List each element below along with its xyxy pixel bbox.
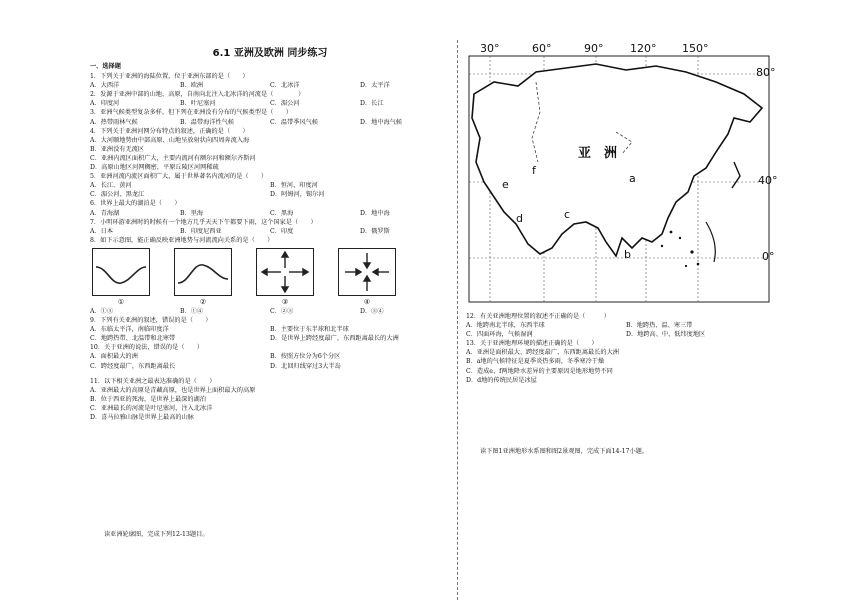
diagram-1: [92, 248, 150, 296]
q6-stem: 6．世界上最大的湖泊是（ ）: [90, 200, 181, 208]
q5-options-row1: [90, 181, 450, 190]
q12-options-row1: [466, 321, 786, 330]
q13-option-d: D．d地的传统民居是冰屋: [466, 376, 537, 384]
q13-option-c: C．造成e、f两地降水差异的主要原因是地形地势不同: [466, 367, 613, 375]
q3-option-a: A．热带雨林气候: [90, 118, 138, 126]
q10-options-row2: [90, 362, 450, 371]
q7-option-b: B．印度尼西亚: [180, 227, 222, 235]
q2-option-a: A．印度河: [90, 100, 120, 108]
q8-diagram-labels: [92, 298, 450, 307]
q5-option-d: D．阿姆河，锡尔河: [270, 191, 325, 199]
q5-option-a: A．长江、黄河: [90, 182, 132, 190]
q1-option-d: D．太平洋: [360, 82, 390, 90]
q1-option-a: A．大西洋: [90, 82, 120, 90]
q9-options-row2: [90, 334, 450, 343]
diagram-label-2: ②: [199, 297, 207, 306]
q8-option-c: C．②③: [270, 307, 294, 315]
diagram-label-3: ③: [281, 297, 289, 306]
lon-label-30: 30°: [480, 42, 500, 55]
asia-map-icon: [466, 42, 786, 304]
map-point-b: b: [624, 248, 631, 261]
q3-option-d: D．地中海气候: [360, 118, 403, 126]
lon-label-120: 120°: [630, 42, 657, 55]
q12-stem: 12．有关亚洲地理位置的叙述不正确的是（ ）: [466, 313, 610, 320]
q8-option-d: D．③④: [360, 307, 384, 315]
q12-option-b: B．地跨热、温、寒三带: [626, 322, 693, 330]
q7-option-c: C．印度: [270, 227, 294, 235]
q9-option-a: A．东临太平洋，南临印度洋: [90, 326, 169, 334]
q8-option-a: A．①③: [90, 307, 114, 315]
q5-option-c: C．湄公河、黑龙江: [90, 191, 145, 199]
lat-label-40: 40°: [758, 174, 778, 187]
right-reading-note: 读下图1亚洲地形水系图和图2景观图，完成下面14-17小题。: [480, 448, 649, 455]
q4-option-c: C．亚洲内流区面积广大，主要内流河有额尔河和额尔齐斯河: [90, 154, 256, 162]
q2-option-b: B．叶尼塞河: [180, 100, 216, 108]
q6-option-c: C．黑海: [270, 209, 294, 217]
q3-option-b: B．温带海洋性气候: [180, 118, 235, 126]
q11-option-d: D．喜马拉雅山脉是世界上最高的山脉: [90, 414, 194, 421]
q12-options-row2: [466, 330, 786, 339]
q3-option-c: C．温带季风气候: [270, 118, 319, 126]
map-point-d: d: [516, 212, 523, 225]
q9-option-c: C．地跨热带、北温带和北寒带: [90, 335, 176, 343]
q12-option-d: D．地跨高、中、低纬度地区: [626, 331, 706, 339]
q8-diagrams: [92, 248, 450, 296]
q12-option-a: A．地跨南北半球，东西半球: [466, 322, 545, 330]
q5-stem: 5．亚洲河流内流区面积广大，属于世界著名内流河的是（ ）: [90, 173, 268, 181]
q2-option-c: C．湄公河: [270, 100, 300, 108]
inward-arrows-icon: [339, 249, 395, 295]
diagram-2: [174, 248, 232, 296]
left-column: [90, 62, 450, 422]
q3-options: [90, 118, 450, 127]
q10-options-row1: [90, 352, 450, 361]
q4-option-a: A．大河顺地势由中部高原、山地呈放射状向四周奔流入海: [90, 136, 250, 144]
lat-label-80: 80°: [756, 66, 776, 79]
q2-options: [90, 99, 450, 108]
q11-option-b: B．位于西亚的死海，是世界上最深的湖泊: [90, 395, 206, 403]
q10-option-c: C．跨经度最广，东西距离最长: [90, 362, 176, 370]
q6-option-a: A．青海湖: [90, 209, 120, 217]
lon-label-60: 60°: [532, 42, 552, 55]
q7-options: [90, 227, 450, 236]
q7-stem: 7．小明环游亚洲时的时候有一个地方几乎天天下午都要下雨，这个国家是（ ）: [90, 218, 317, 226]
q4-option-d: D．高原山地区河网稠密，平原丘陵区河网稀疏: [90, 164, 219, 172]
page-title: 6.1 亚洲及欧洲 同步练习: [212, 48, 328, 59]
q13-option-b: B．a地的气候特征是夏季炎热多雨，冬季寒冷干燥: [466, 358, 605, 366]
q11-option-c: C．亚洲最长的河流是叶尼塞河，注入北冰洋: [90, 404, 213, 412]
q12-option-c: C．四面环海，气候湿润: [466, 331, 533, 339]
q4-stem: 4．下列关于亚洲河网分布特点的叙述，正确的是（ ）: [90, 127, 249, 135]
diagram-label-1: ①: [117, 297, 125, 306]
q5-options-row2: [90, 190, 450, 199]
q9-option-b: B．主要位于东半球和北半球: [270, 326, 349, 334]
lon-label-150: 150°: [682, 42, 709, 55]
left-reading-note: 读亚洲轮廓图，完成下列12-13题目。: [104, 531, 209, 538]
q6-options: [90, 209, 450, 218]
column-divider: [457, 40, 458, 600]
q11-option-a: A．亚洲最大的高原是青藏高原，也是世界上面积最大的高原: [90, 386, 256, 394]
q10-option-d: D．北回归线穿过3大半岛: [270, 362, 341, 370]
q1-options: [90, 81, 450, 90]
lat-label-0: 0°: [762, 250, 775, 263]
q6-option-d: D．地中海: [360, 209, 390, 217]
q7-option-d: D．俄罗斯: [360, 227, 390, 235]
terrain-hill-icon: [175, 249, 231, 295]
diagram-label-4: ④: [363, 297, 371, 306]
q10-option-b: B．按照方位分为6个分区: [270, 353, 341, 361]
map-point-a: a: [629, 172, 636, 185]
q9-stem: 9．下列有关亚洲的叙述，错误的是（ ）: [90, 317, 212, 325]
q1-option-b: B．欧洲: [180, 82, 204, 90]
q8-options: [90, 307, 450, 316]
q2-option-d: D．长江: [360, 100, 384, 108]
map-point-f: f: [532, 164, 536, 177]
diagram-3: [256, 248, 314, 296]
map-point-e: e: [502, 178, 509, 191]
q3-stem: 3．亚洲气候类型复杂多样，但下列在亚洲没有分布的气候类型是（ ）: [90, 109, 292, 117]
q8-option-b: B．①④: [180, 307, 204, 315]
q7-option-a: A．日本: [90, 227, 114, 235]
terrain-curve-icon: [93, 249, 149, 295]
q9-option-d: D．是世界上跨经度最广、东西距离最长的大洲: [270, 335, 399, 343]
q4-option-b: B．亚洲没有无流区: [90, 145, 145, 153]
map-region-label: 亚 洲: [578, 146, 618, 161]
q1-stem: 1．下列关于亚洲的海陆位置，位于亚洲东部的是（ ）: [90, 73, 249, 81]
q1-option-c: C．北冰洋: [270, 82, 300, 90]
asia-outline-map: [466, 42, 786, 304]
q6-option-b: B．里海: [180, 209, 204, 217]
q13-stem: 13．关于亚洲地理环境的描述正确的是（ ）: [466, 340, 598, 348]
q9-options-row1: [90, 325, 450, 334]
right-questions: [466, 312, 786, 385]
q10-stem: 10．关于亚洲的说法，错误的是（ ）: [90, 344, 204, 352]
lon-label-90: 90°: [584, 42, 604, 55]
q5-option-b: B．恒河、印度河: [270, 182, 318, 190]
q13-option-a: A．亚洲是面积最大、跨经度最广、东西距离最长的大洲: [466, 349, 619, 357]
map-point-c: c: [564, 208, 571, 221]
diagram-4: [338, 248, 396, 296]
section-heading: 一、选择题: [90, 63, 121, 70]
q2-stem: 2．发源于亚洲中部的山地、高原，自南向北注入北冰洋的河流是（ ）: [90, 91, 305, 99]
q10-option-a: A．面积最大的洲: [90, 353, 138, 361]
q8-stem: 8．如下示意图，能正确反映亚洲地势与河流流向关系的是（ ）: [90, 236, 274, 244]
q11-stem: 11．以下相关亚洲之最表达准确的是（ ）: [90, 377, 216, 385]
outward-arrows-icon: [257, 249, 313, 295]
